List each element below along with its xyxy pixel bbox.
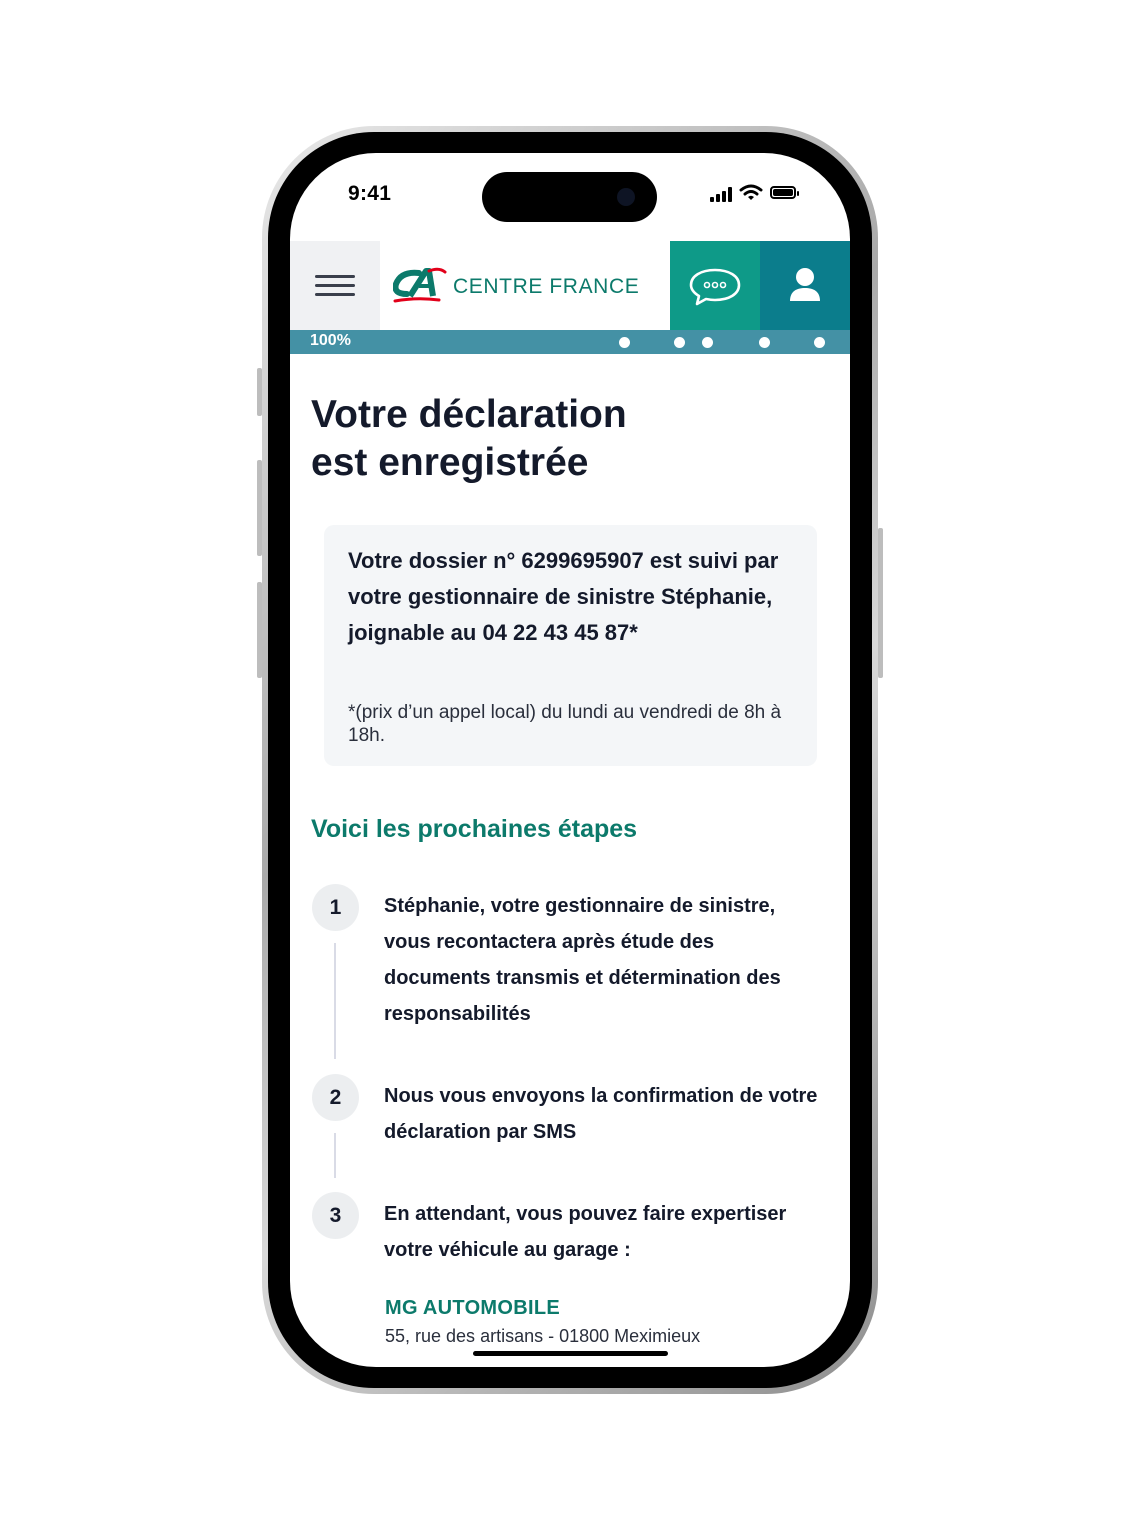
progress-step-dot	[619, 337, 630, 348]
chat-button[interactable]	[670, 241, 760, 330]
camera-icon	[617, 188, 635, 206]
case-info-text: Votre dossier n° 6299695907 est suivi par votre gestionnaire de sinistre Stéphanie, joignable au 04 22 43 45 87*	[348, 548, 779, 645]
status-time: 9:41	[348, 182, 392, 205]
brand-name: CENTRE FRANCE	[453, 275, 640, 298]
volume-down-button	[257, 582, 262, 678]
progress-label: 100%	[310, 332, 351, 349]
chat-bubble-icon	[670, 241, 760, 330]
garage-name[interactable]: MG AUTOMOBILE	[385, 1297, 561, 1319]
signal-icon	[710, 187, 734, 202]
action-button	[257, 368, 262, 416]
step-number: 2	[312, 1074, 359, 1121]
home-indicator[interactable]	[473, 1351, 668, 1356]
user-icon	[760, 241, 850, 330]
progress-step-dot	[759, 337, 770, 348]
next-steps-heading: Voici les prochaines étapes	[311, 815, 638, 843]
menu-button[interactable]	[290, 241, 380, 330]
step-connector-line	[334, 1133, 336, 1178]
step-connector-line	[334, 943, 336, 1059]
volume-up-button	[257, 460, 262, 556]
progress-bar	[290, 330, 850, 354]
brand-logo[interactable]	[380, 241, 670, 330]
progress-step-dot	[702, 337, 713, 348]
page-title-line-1: Votre déclaration	[311, 393, 627, 436]
call-price-note: *(prix d’un appel local) du lundi au vendredi de 8h à 18h.	[348, 702, 782, 746]
user-account-button[interactable]	[760, 241, 850, 330]
step-text: Nous vous envoyons la confirmation de votre déclaration par SMS	[384, 1085, 818, 1143]
progress-step-dot	[814, 337, 825, 348]
step-number: 3	[312, 1192, 359, 1239]
battery-icon	[770, 186, 796, 199]
screen	[290, 153, 850, 1367]
page-title	[311, 391, 831, 487]
page-title-line-2: est enregistrée	[311, 441, 589, 484]
dynamic-island	[482, 172, 657, 222]
app-header	[290, 241, 850, 330]
case-info-box	[324, 525, 817, 766]
status-bar	[290, 153, 850, 241]
progress-step-dot	[674, 337, 685, 348]
credit-agricole-logo-icon	[393, 267, 447, 305]
wifi-icon	[739, 184, 763, 202]
step-text: En attendant, vous pouvez faire expertiser votre véhicule au garage :	[384, 1203, 787, 1261]
garage-address: 55, rue des artisans - 01800 Meximieux	[385, 1326, 701, 1346]
power-button	[878, 528, 883, 678]
step-text: Stéphanie, votre gestionnaire de sinistre, vous recontactera après étude des documents transmis et détermination des responsabilités	[384, 895, 781, 1025]
step-number: 1	[312, 884, 359, 931]
